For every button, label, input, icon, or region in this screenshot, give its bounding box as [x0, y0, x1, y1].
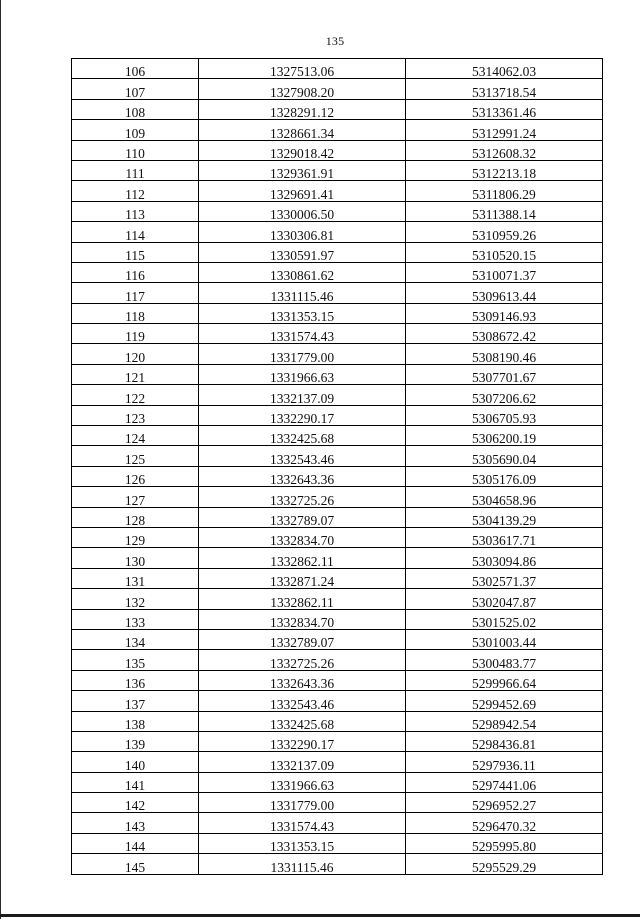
y-coordinate-cell: 5299966.64 — [406, 670, 603, 690]
y-coordinate-cell: 5297936.11 — [406, 752, 603, 772]
y-coordinate-cell: 5311806.29 — [406, 181, 603, 201]
x-coordinate-cell: 1331966.63 — [199, 772, 406, 792]
point-number-cell: 134 — [72, 629, 199, 649]
x-coordinate-cell: 1331353.15 — [199, 833, 406, 853]
table-row — [72, 79, 603, 99]
y-coordinate-cell: 5295995.80 — [406, 833, 603, 853]
point-number-cell: 106 — [72, 59, 199, 79]
table-row — [72, 772, 603, 792]
x-coordinate-cell: 1332543.46 — [199, 691, 406, 711]
table-row — [72, 691, 603, 711]
x-coordinate-cell: 1332425.68 — [199, 711, 406, 731]
point-number-cell: 131 — [72, 568, 199, 588]
x-coordinate-cell: 1331574.43 — [199, 813, 406, 833]
y-coordinate-cell: 5301003.44 — [406, 629, 603, 649]
x-coordinate-cell: 1332834.70 — [199, 609, 406, 629]
y-coordinate-cell: 5298436.81 — [406, 731, 603, 751]
y-coordinate-cell: 5310520.15 — [406, 242, 603, 262]
point-number-cell: 117 — [72, 283, 199, 303]
y-coordinate-cell: 5305690.04 — [406, 446, 603, 466]
point-number-cell: 140 — [72, 752, 199, 772]
x-coordinate-cell: 1328291.12 — [199, 99, 406, 119]
x-coordinate-cell: 1332290.17 — [199, 731, 406, 751]
x-coordinate-cell: 1327513.06 — [199, 59, 406, 79]
table-row — [72, 507, 603, 527]
y-coordinate-cell: 5304139.29 — [406, 507, 603, 527]
table-row — [72, 222, 603, 242]
y-coordinate-cell: 5314062.03 — [406, 59, 603, 79]
point-number-cell: 127 — [72, 487, 199, 507]
y-coordinate-cell: 5306705.93 — [406, 405, 603, 425]
x-coordinate-cell: 1329691.41 — [199, 181, 406, 201]
x-coordinate-cell: 1331574.43 — [199, 324, 406, 344]
x-coordinate-cell: 1332543.46 — [199, 446, 406, 466]
y-coordinate-cell: 5309146.93 — [406, 303, 603, 323]
y-coordinate-cell: 5303617.71 — [406, 527, 603, 547]
y-coordinate-cell: 5313718.54 — [406, 79, 603, 99]
x-coordinate-cell: 1330306.81 — [199, 222, 406, 242]
point-number-cell: 141 — [72, 772, 199, 792]
x-coordinate-cell: 1330006.50 — [199, 201, 406, 221]
table-row — [72, 59, 603, 79]
y-coordinate-cell: 5303094.86 — [406, 548, 603, 568]
table-row — [72, 650, 603, 670]
coordinates-table-body — [72, 59, 603, 875]
point-number-cell: 130 — [72, 548, 199, 568]
point-number-cell: 137 — [72, 691, 199, 711]
x-coordinate-cell: 1332137.09 — [199, 752, 406, 772]
table-row — [72, 548, 603, 568]
point-number-cell: 123 — [72, 405, 199, 425]
table-row — [72, 99, 603, 119]
x-coordinate-cell: 1332862.11 — [199, 548, 406, 568]
x-coordinate-cell: 1332643.36 — [199, 670, 406, 690]
y-coordinate-cell: 5310959.26 — [406, 222, 603, 242]
point-number-cell: 145 — [72, 854, 199, 874]
table-row — [72, 589, 603, 609]
x-coordinate-cell: 1332643.36 — [199, 466, 406, 486]
x-coordinate-cell: 1327908.20 — [199, 79, 406, 99]
point-number-cell: 119 — [72, 324, 199, 344]
point-number-cell: 136 — [72, 670, 199, 690]
point-number-cell: 111 — [72, 160, 199, 180]
x-coordinate-cell: 1332789.07 — [199, 629, 406, 649]
point-number-cell: 116 — [72, 262, 199, 282]
x-coordinate-cell: 1332789.07 — [199, 507, 406, 527]
table-row — [72, 324, 603, 344]
y-coordinate-cell: 5304658.96 — [406, 487, 603, 507]
point-number-cell: 120 — [72, 344, 199, 364]
point-number-cell: 113 — [72, 201, 199, 221]
point-number-cell: 114 — [72, 222, 199, 242]
point-number-cell: 109 — [72, 120, 199, 140]
x-coordinate-cell: 1331779.00 — [199, 793, 406, 813]
table-row — [72, 731, 603, 751]
point-number-cell: 118 — [72, 303, 199, 323]
x-coordinate-cell: 1329018.42 — [199, 140, 406, 160]
table-row — [72, 181, 603, 201]
table-row — [72, 752, 603, 772]
point-number-cell: 125 — [72, 446, 199, 466]
y-coordinate-cell: 5312608.32 — [406, 140, 603, 160]
y-coordinate-cell: 5299452.69 — [406, 691, 603, 711]
y-coordinate-cell: 5302047.87 — [406, 589, 603, 609]
x-coordinate-cell: 1331115.46 — [199, 283, 406, 303]
table-row — [72, 242, 603, 262]
coordinates-table — [71, 58, 603, 875]
x-coordinate-cell: 1332862.11 — [199, 589, 406, 609]
y-coordinate-cell: 5310071.37 — [406, 262, 603, 282]
y-coordinate-cell: 5295529.29 — [406, 854, 603, 874]
point-number-cell: 129 — [72, 527, 199, 547]
x-coordinate-cell: 1331115.46 — [199, 854, 406, 874]
y-coordinate-cell: 5302571.37 — [406, 568, 603, 588]
table-row — [72, 833, 603, 853]
y-coordinate-cell: 5301525.02 — [406, 609, 603, 629]
point-number-cell: 133 — [72, 609, 199, 629]
x-coordinate-cell: 1328661.34 — [199, 120, 406, 140]
y-coordinate-cell: 5296470.32 — [406, 813, 603, 833]
table-row — [72, 120, 603, 140]
table-row — [72, 487, 603, 507]
table-row — [72, 609, 603, 629]
y-coordinate-cell: 5308190.46 — [406, 344, 603, 364]
point-number-cell: 122 — [72, 385, 199, 405]
point-number-cell: 107 — [72, 79, 199, 99]
y-coordinate-cell: 5313361.46 — [406, 99, 603, 119]
table-row — [72, 140, 603, 160]
table-row — [72, 364, 603, 384]
y-coordinate-cell: 5300483.77 — [406, 650, 603, 670]
point-number-cell: 126 — [72, 466, 199, 486]
scan-edge-left — [0, 0, 1, 919]
x-coordinate-cell: 1330861.62 — [199, 262, 406, 282]
point-number-cell: 143 — [72, 813, 199, 833]
y-coordinate-cell: 5307701.67 — [406, 364, 603, 384]
point-number-cell: 121 — [72, 364, 199, 384]
table-row — [72, 201, 603, 221]
x-coordinate-cell: 1332834.70 — [199, 527, 406, 547]
x-coordinate-cell: 1331353.15 — [199, 303, 406, 323]
x-coordinate-cell: 1332290.17 — [199, 405, 406, 425]
x-coordinate-cell: 1331966.63 — [199, 364, 406, 384]
table-row — [72, 446, 603, 466]
y-coordinate-cell: 5312991.24 — [406, 120, 603, 140]
x-coordinate-cell: 1332425.68 — [199, 426, 406, 446]
point-number-cell: 142 — [72, 793, 199, 813]
point-number-cell: 144 — [72, 833, 199, 853]
page-number: 135 — [325, 34, 345, 48]
point-number-cell: 108 — [72, 99, 199, 119]
y-coordinate-cell: 5308672.42 — [406, 324, 603, 344]
table-row — [72, 568, 603, 588]
table-row — [72, 670, 603, 690]
y-coordinate-cell: 5309613.44 — [406, 283, 603, 303]
table-row — [72, 711, 603, 731]
table-row — [72, 405, 603, 425]
point-number-cell: 110 — [72, 140, 199, 160]
table-row — [72, 793, 603, 813]
table-row — [72, 854, 603, 874]
y-coordinate-cell: 5306200.19 — [406, 426, 603, 446]
y-coordinate-cell: 5307206.62 — [406, 385, 603, 405]
table-row — [72, 283, 603, 303]
x-coordinate-cell: 1332137.09 — [199, 385, 406, 405]
table-row — [72, 160, 603, 180]
y-coordinate-cell: 5298942.54 — [406, 711, 603, 731]
table-row — [72, 303, 603, 323]
scan-edge-bottom — [0, 914, 640, 917]
y-coordinate-cell: 5311388.14 — [406, 201, 603, 221]
y-coordinate-cell: 5297441.06 — [406, 772, 603, 792]
table-row — [72, 262, 603, 282]
table-row — [72, 813, 603, 833]
point-number-cell: 135 — [72, 650, 199, 670]
x-coordinate-cell: 1329361.91 — [199, 160, 406, 180]
x-coordinate-cell: 1331779.00 — [199, 344, 406, 364]
x-coordinate-cell: 1332871.24 — [199, 568, 406, 588]
point-number-cell: 132 — [72, 589, 199, 609]
table-row — [72, 527, 603, 547]
y-coordinate-cell: 5296952.27 — [406, 793, 603, 813]
point-number-cell: 139 — [72, 731, 199, 751]
x-coordinate-cell: 1332725.26 — [199, 650, 406, 670]
table-row — [72, 385, 603, 405]
point-number-cell: 115 — [72, 242, 199, 262]
point-number-cell: 124 — [72, 426, 199, 446]
x-coordinate-cell: 1332725.26 — [199, 487, 406, 507]
x-coordinate-cell: 1330591.97 — [199, 242, 406, 262]
point-number-cell: 138 — [72, 711, 199, 731]
table-row — [72, 466, 603, 486]
y-coordinate-cell: 5305176.09 — [406, 466, 603, 486]
table-row — [72, 629, 603, 649]
point-number-cell: 128 — [72, 507, 199, 527]
table-row — [72, 344, 603, 364]
y-coordinate-cell: 5312213.18 — [406, 160, 603, 180]
point-number-cell: 112 — [72, 181, 199, 201]
table-row — [72, 426, 603, 446]
